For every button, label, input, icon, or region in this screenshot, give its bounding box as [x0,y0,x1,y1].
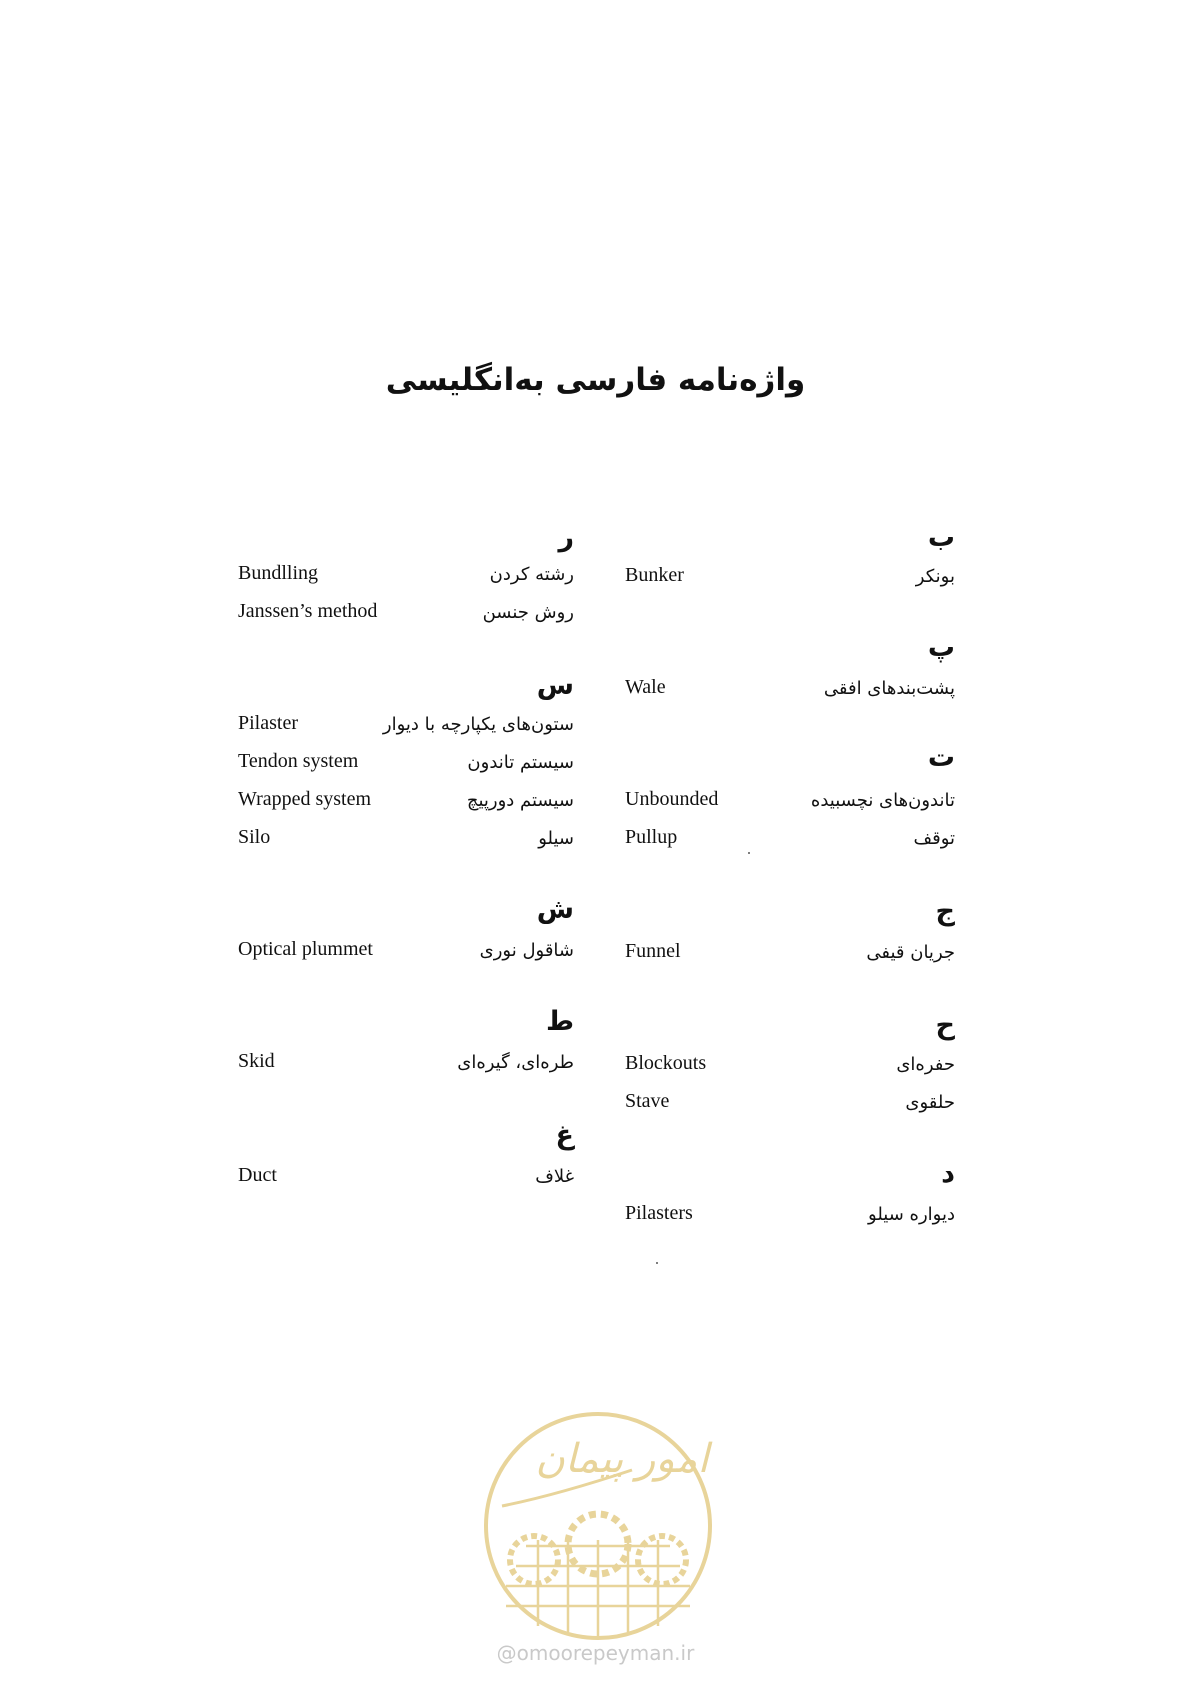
persian-term: ستون‌های یکپارچه با دیوار [382,714,574,735]
persian-term: بونکر [915,566,955,587]
persian-term: سیستم تاندون [467,752,574,773]
persian-term: طره‌ای، گیره‌ای [457,1052,574,1073]
persian-term: سیستم دورپیچ [466,790,574,811]
glossary-entry [625,1090,955,1124]
scan-speck [748,852,750,854]
persian-term: پشت‌بندهای افقی [823,678,955,699]
letter-heading: غ [555,1120,574,1151]
english-term: Wrapped system [238,788,372,810]
glossary-entry [238,600,574,634]
english-term: Bundlling [238,562,319,584]
letter-heading: پ [927,632,955,663]
glossary-entry [238,1164,574,1198]
glossary-entry [238,826,574,860]
english-term: Funnel [625,940,681,962]
english-term: Pilaster [238,712,298,734]
glossary-entry [238,788,574,822]
glossary-entry [625,826,955,860]
watermark-logo [482,1410,714,1642]
letter-heading: ب [927,522,955,553]
glossary-entry [625,1052,955,1086]
letter-heading: ح [935,1010,955,1041]
watermark-url: @omoorepeyman.ir [496,1641,695,1665]
glossary-entry [625,564,955,598]
english-term: Duct [238,1164,277,1186]
glossary-entry [238,1050,574,1084]
english-term: Skid [238,1050,275,1072]
english-term: Silo [238,826,271,848]
english-term: Optical plummet [238,938,373,960]
persian-term: غلاف [535,1166,574,1187]
english-term: Tendon system [238,750,359,772]
letter-heading: ج [935,896,955,927]
english-term: Pilasters [625,1202,693,1224]
letter-heading: د [941,1158,955,1189]
glossary-entry [238,750,574,784]
glossary-entry [625,1202,955,1236]
english-term: Stave [625,1090,670,1112]
persian-term: توقف [913,828,955,849]
glossary-entry [238,712,574,746]
glossary-entry [625,676,955,710]
persian-term: دیواره سیلو [868,1204,955,1225]
english-term: Pullup [625,826,678,848]
letter-heading: س [536,670,574,701]
english-term: Blockouts [625,1052,707,1074]
persian-term: شاقول نوری [479,940,574,961]
page-title: واژه‌نامه فارسی به‌انگلیسی [385,362,806,398]
letter-heading: ط [545,1006,574,1037]
scan-speck [656,1262,658,1264]
english-term: Janssen’s method [238,600,378,622]
letter-heading: ش [536,894,574,925]
glossary-entry [238,562,574,596]
persian-term: حلقوی [905,1092,955,1113]
persian-term: تاندون‌های نچسبیده [810,790,955,811]
english-term: Unbounded [625,788,719,810]
letter-heading: ر [558,522,574,553]
english-term: Bunker [625,564,684,586]
english-term: Wale [625,676,666,698]
persian-term: سیلو [538,828,574,849]
glossary-entry [625,940,955,974]
watermark-logo-text: امور پیمان [535,1436,709,1482]
letter-heading: ت [927,742,955,773]
persian-term: جریان قیفی [866,942,955,963]
glossary-entry [625,788,955,822]
persian-term: رشته کردن [489,564,574,585]
persian-term: روش جنسن [482,602,574,623]
persian-term: حفره‌ای [896,1054,955,1075]
glossary-entry [238,938,574,972]
